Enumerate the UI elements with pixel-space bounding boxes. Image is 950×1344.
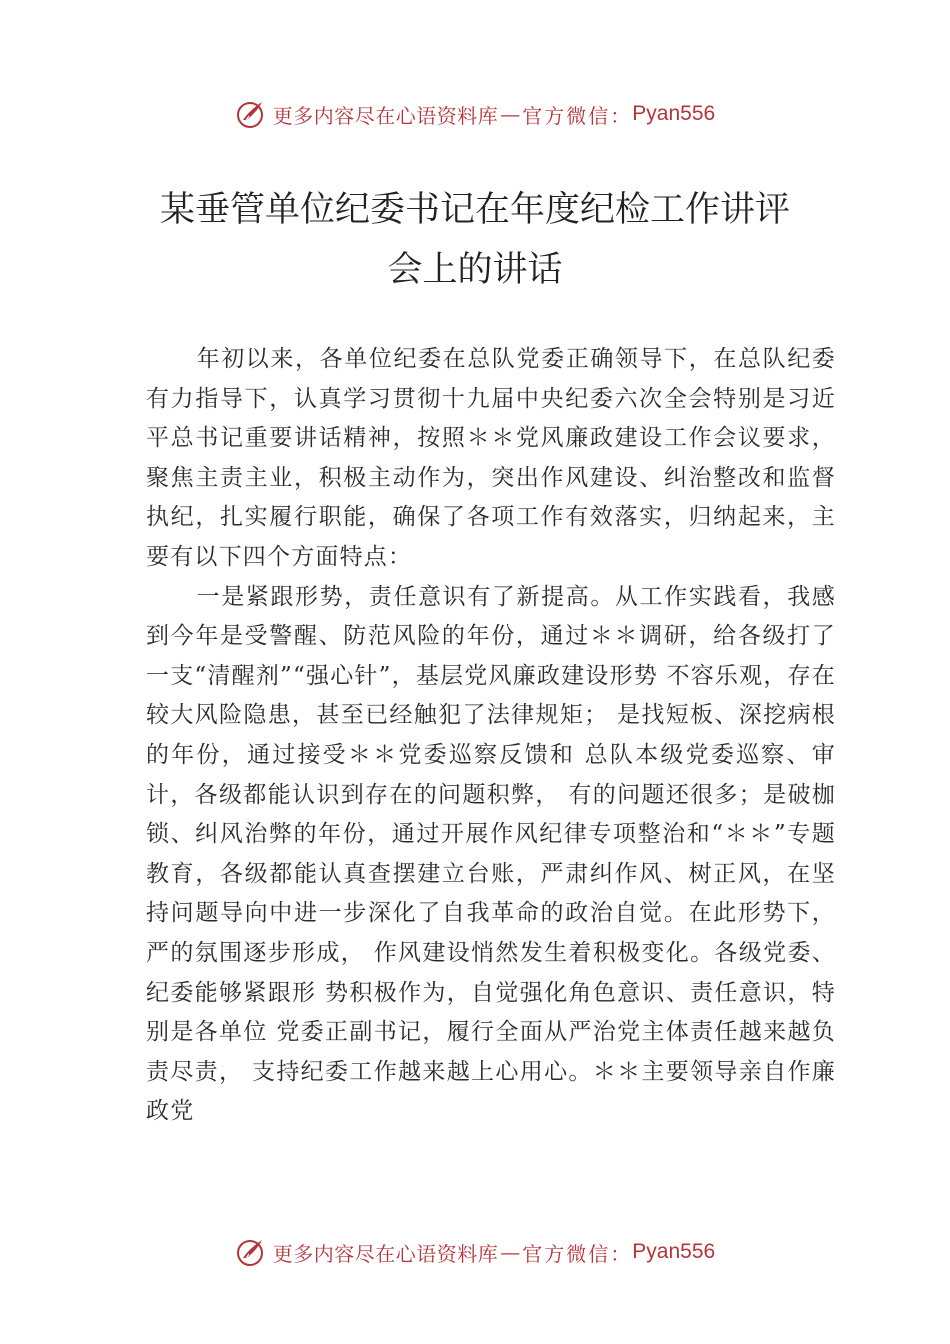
paragraph-2: 一是紧跟形势，责任意识有了新提高。从工作实践看，我感到今年是受警醒、防范风险的年份，通过＊＊调研，给各级打了一支“清醒剂”“强心针”，基层党风廉政建设形势 不容乐观，存在较大风险隐患，甚至已经触犯了法律规矩； 是找短板、深挖病根的年份，通过接受＊＊党委巡察反馈和 总队本级党委巡察、审计，各级都能认识到存在的问题积弊， 有的问题还很多；是破枷锁、纠风治弊的年份，通过开展作风纪律专项整治和“＊＊”专题教育，各级都能认真查摆建立台账，严肃纠作风、树正风，在坚持问题导向中进一步深化了自我革命的政治自觉。在此形势下，严的氛围逐步形成， 作风建设悄然发生着积极变化。各级党委、纪委能够紧跟形 势积极作为，自觉强化角色意识、责任意识，特别是各单位 党委正副书记，履行全面从严治党主体责任越来越负责尽责， 支持纪委工作越来越上心用心。＊＊主要领导亲自作廉政党 [146,583,836,1125]
banner-separator: — [500,1240,521,1264]
header-banner [0,94,950,134]
banner-wechat-id: Pyan556 [632,102,716,125]
banner-wechat-id: Pyan556 [632,1240,716,1263]
banner-text: 更多内容尽在心语资料库 [272,103,499,128]
banner-wechat-label: 官方微信： [522,1241,633,1266]
title-line-2: 会上的讲话 [387,250,563,290]
banner-separator: — [500,102,521,126]
document-body [146,340,836,1132]
banner-wechat-label: 官方微信： [522,103,633,128]
document-title [0,180,950,300]
quill-seal-icon [235,98,267,130]
quill-seal-icon [235,1236,267,1268]
banner-text: 更多内容尽在心语资料库 [272,1241,499,1266]
paragraph-1: 年初以来，各单位纪委在总队党委正确领导下，在总队纪委有力指导下，认真学习贯彻十九届中央纪委六次全会特别是习近平总书记重要讲话精神，按照＊＊党风廉政建设工作会议要求，聚焦主责主业，积极主动作为，突出作风建设、纠治整改和监督执纪，扎实履行职能，确保了各项工作有效落实，归纳起来，主要有以下四个方面特点： [146,346,836,570]
footer-banner [0,1232,950,1272]
title-line-1: 某垂管单位纪委书记在年度纪检工作讲评 [159,190,790,230]
